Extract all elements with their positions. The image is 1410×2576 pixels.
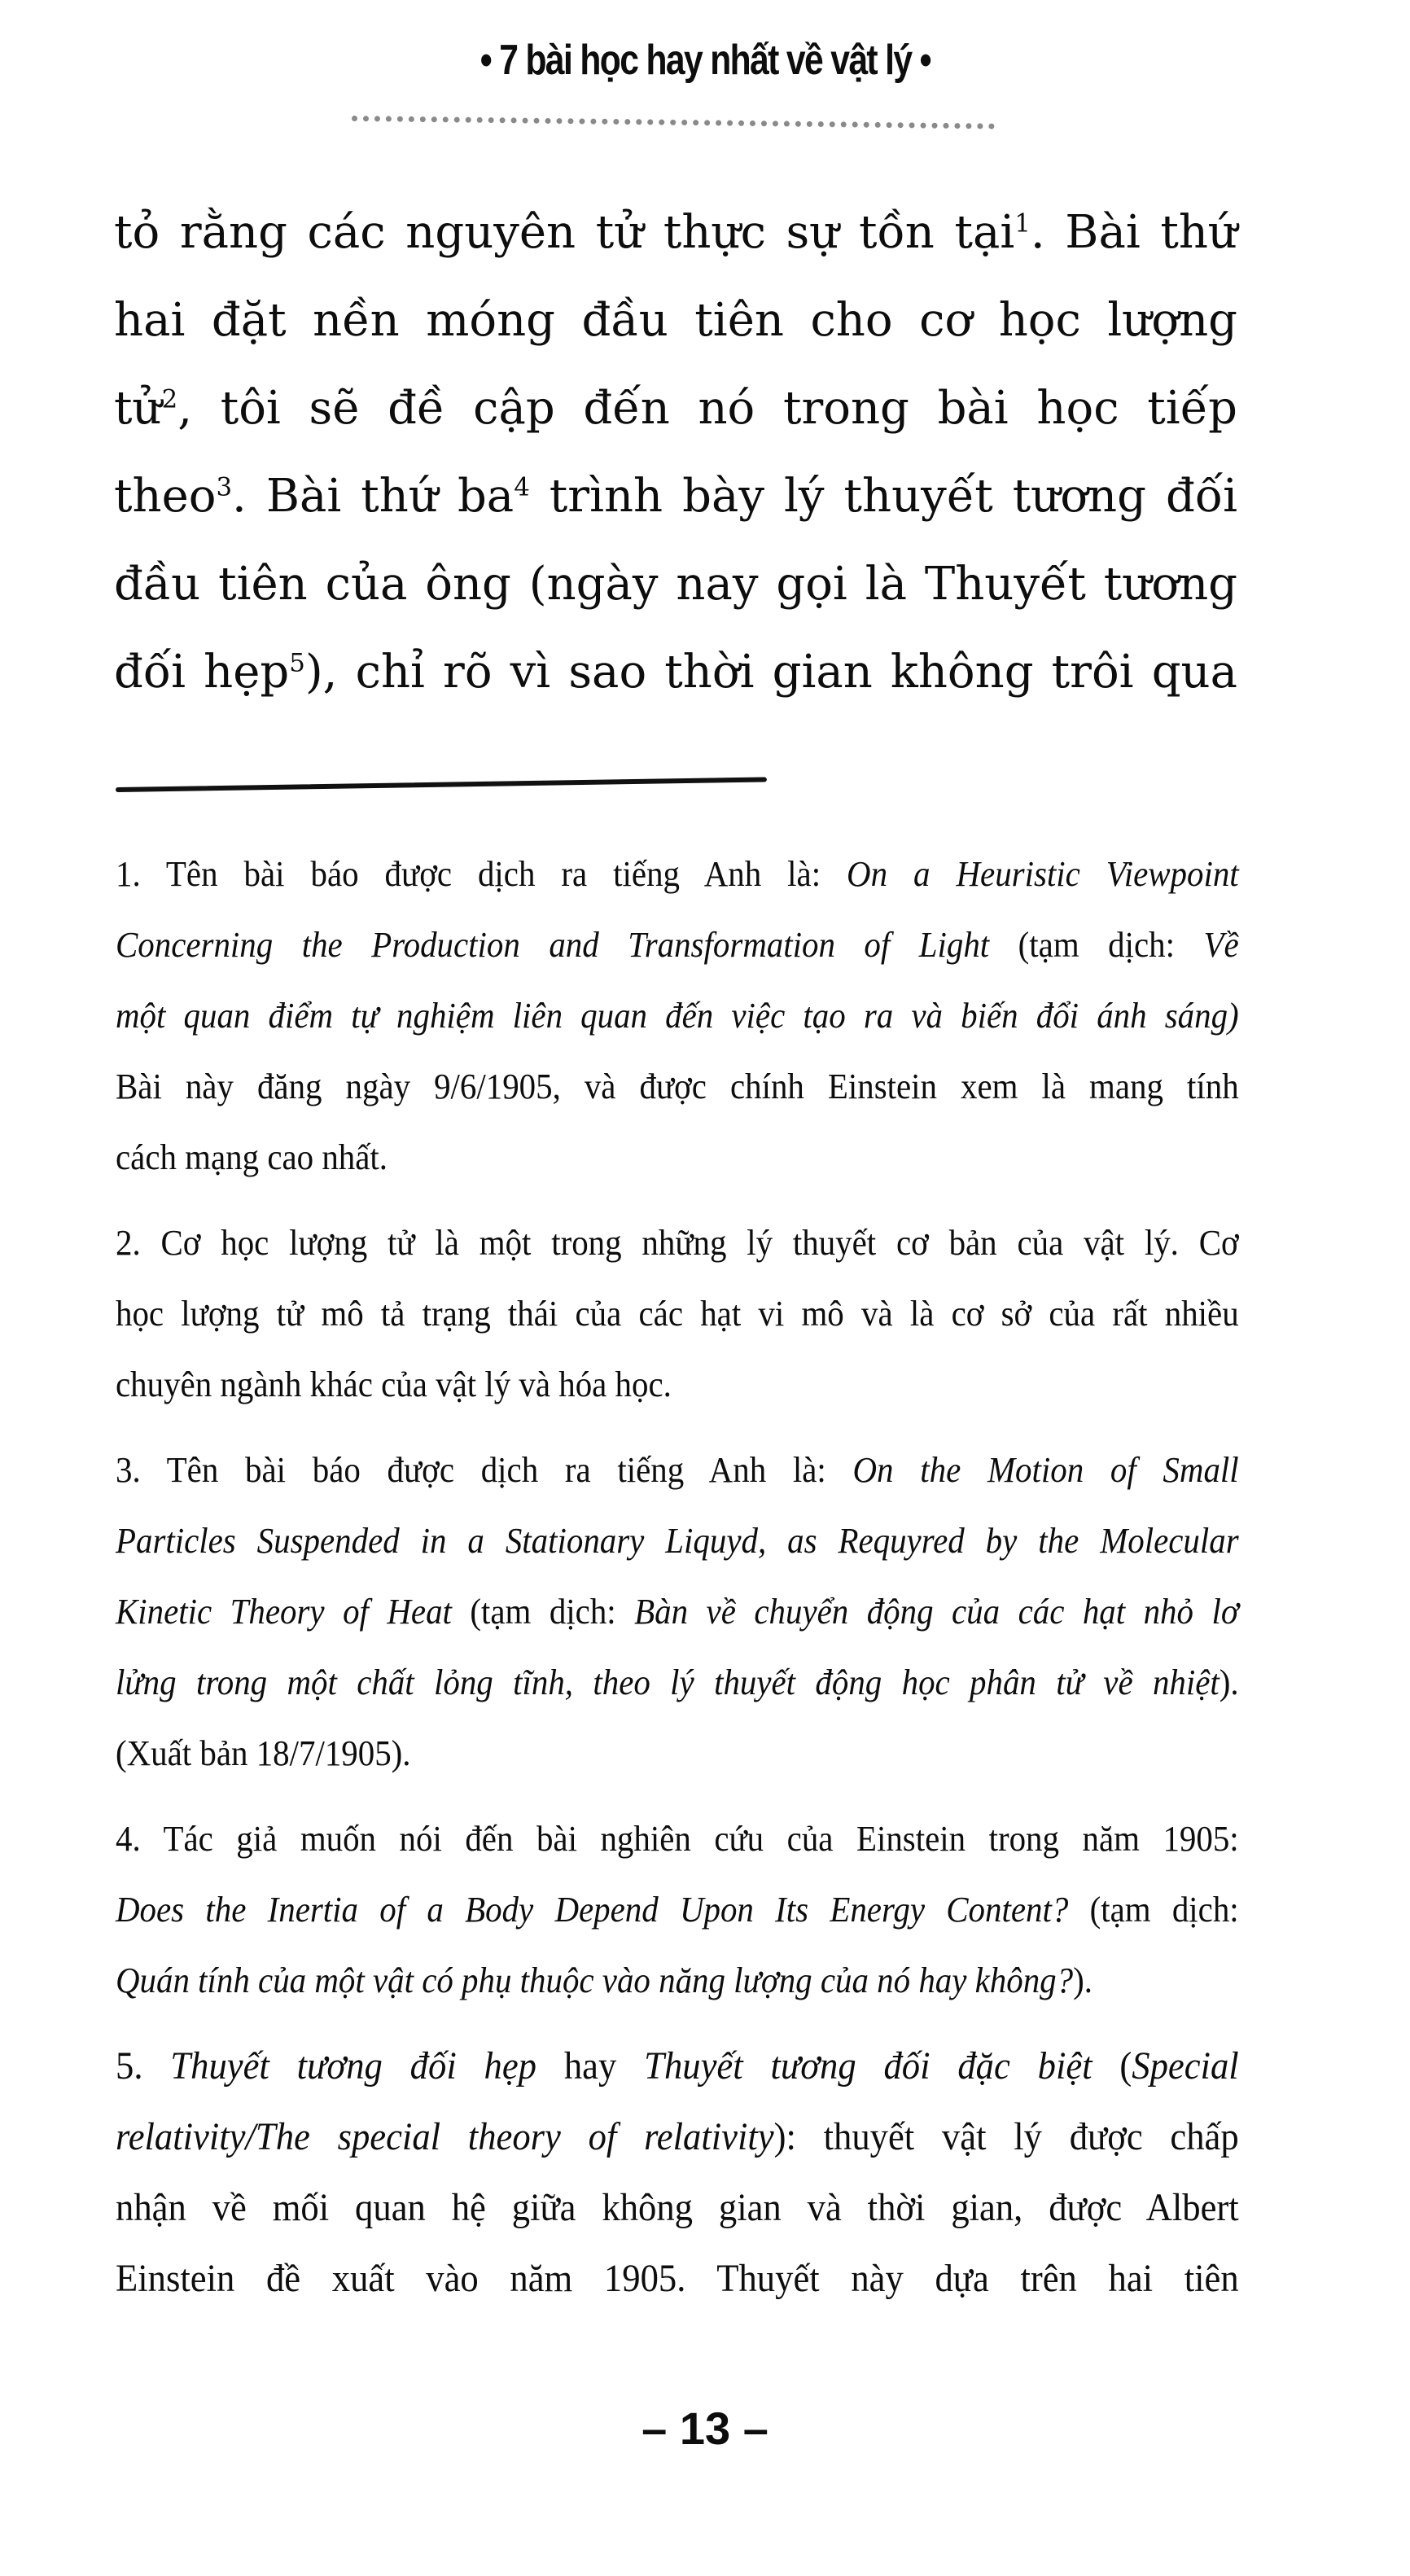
footnote-text: 1. Tên bài báo được dịch ra tiếng Anh là: [116,854,847,894]
footnote-line [116,1435,1239,1505]
italic-title: Kinetic Theory of Heat [116,1592,452,1632]
footnote-text: chuyên ngành khác của vật lý và hóa học. [116,1365,672,1404]
footnote-line [116,909,1239,980]
footnote-text: học lượng tử mô tả trạng thái của các hạt vi mô và là cơ sở của rất nhiều [116,1294,1239,1334]
running-header [0,36,1410,85]
italic-title: một quan điểm tự nghiệm liên quan đến việc tạo ra và biến đổi ánh sáng) [116,996,1239,1036]
footnote-line [116,1647,1239,1718]
footnote-text: (Xuất bản 18/7/1905). [116,1733,411,1773]
footnote-text: ). [1073,1960,1093,2000]
footnote-5 [116,2031,1239,2314]
footnote-text: Bài này đăng ngày 9/6/1905, và được chính Einstein xem là mang tính [116,1067,1239,1106]
footnote-line [116,1803,1239,1874]
body-text-segment: theo [114,470,217,523]
footnote-1 [116,839,1239,1193]
footnote-text: hay [536,2044,645,2088]
italic-title: Special [1132,2044,1239,2088]
body-line [114,277,1237,365]
italic-title: relativity/The special theory of relativity [116,2115,774,2158]
footnote-line [116,1051,1239,1122]
body-line [114,365,1237,453]
body-line [114,541,1237,629]
italic-title: On the Motion of Small [852,1450,1239,1490]
footnote-ref: 1 [1014,208,1031,239]
body-text-segment: tỏ rằng các nguyên tử thực sự tồn tại [114,206,1015,259]
footnote-text: ): thuyết vật lý được chấp [773,2115,1239,2158]
footnote-text: (tạm dịch: [451,1592,635,1632]
italic-title: Thuyết tương đối đặc biệt [644,2044,1093,2088]
body-text-segment: đối hẹp [114,646,290,699]
footnote-text: cách mạng cao nhất. [116,1137,388,1177]
italic-title: Quán tính của một vật có phụ thuộc vào năng lượng của nó hay không? [116,1960,1074,2000]
footnote-line [116,980,1239,1051]
body-line [114,453,1237,541]
footnote-line [116,839,1239,909]
italic-title: Thuyết tương đối hẹp [170,2044,537,2088]
footnote-3 [116,1435,1239,1789]
body-text-segment: , tôi sẽ đề cập đến nó trong bài học tiếp [177,382,1237,435]
italic-title: Does the Inertia of a Body Depend Upon Its Energy Content? [116,1890,1069,1930]
footnote-text: (tạm dịch: [1068,1890,1239,1930]
footnote-line [116,1576,1239,1647]
book-title: • 7 bài học hay nhất về vật lý • [479,37,931,84]
body-text-segment: tử [114,382,162,435]
page-number: – 13 – [642,2403,768,2454]
footnote-text: 5. [116,2044,171,2088]
footnote-line [116,1122,1239,1193]
footnote-line [116,2172,1239,2243]
italic-title: Bàn về chuyển động của các hạt nhỏ lơ [634,1592,1239,1632]
header-dotted-rule [352,116,995,129]
footnote-ref: 2 [161,384,178,414]
footnote-line [116,1505,1239,1576]
footnote-line [116,2243,1239,2314]
footnote-separator [116,777,767,792]
footnote-text: ( [1092,2044,1132,2088]
italic-title: Về [1203,925,1239,965]
footnote-line [116,1718,1239,1789]
body-text-segment: hai đặt nền móng đầu tiên cho cơ học lượng [114,294,1237,347]
footnote-4 [116,1803,1239,2016]
footnote-line [116,1207,1239,1278]
body-line [114,189,1237,277]
footnote-line [116,1945,1239,2016]
body-text-segment: . Bài thứ ba [232,470,515,523]
italic-title: lửng trong một chất lỏng tĩnh, theo lý thuyết động học phân tử về nhiệt [116,1663,1220,1702]
footnote-ref: 4 [514,472,530,502]
footnote-2 [116,1207,1239,1420]
footnote-ref: 5 [289,648,305,678]
footnote-line [116,1278,1239,1349]
body-text-segment: ), chỉ rõ vì sao thời gian không trôi qua [304,646,1237,699]
footnote-ref: 3 [216,472,233,502]
footnote-line [116,2101,1239,2172]
footnote-text: (tạm dịch: [989,925,1204,965]
footnote-text: Einstein đề xuất vào năm 1905. Thuyết này dựa trên hai tiên [116,2257,1239,2300]
body-text-segment: . Bài thứ [1030,206,1237,259]
body-paragraph [114,189,1237,716]
footnote-line [116,2031,1239,2101]
italic-title: Particles Suspended in a Stationary Liquyd, as Requyred by the Molecular [116,1521,1239,1561]
footnote-line [116,1874,1239,1945]
footnote-text: 4. Tác giả muốn nói đến bài nghiên cứu của Einstein trong năm 1905: [116,1819,1239,1859]
footnote-text: 3. Tên bài báo được dịch ra tiếng Anh là: [116,1450,853,1490]
footnote-line [116,1349,1239,1420]
body-line [114,629,1237,716]
body-text-segment: trình bày lý thuyết tương đối [529,470,1237,523]
footnotes [116,839,1239,2328]
footnote-text: 2. Cơ học lượng tử là một trong những lý thuyết cơ bản của vật lý. Cơ [116,1223,1239,1263]
footnote-text: ). [1219,1663,1239,1702]
body-text-segment: đầu tiên của ông (ngày nay gọi là Thuyết tương [114,558,1237,611]
italic-title: Concerning the Production and Transformation of Light [116,925,990,965]
footnote-text: nhận về mối quan hệ giữa không gian và thời gian, được Albert [116,2186,1239,2229]
italic-title: On a Heuristic Viewpoint [847,854,1239,894]
